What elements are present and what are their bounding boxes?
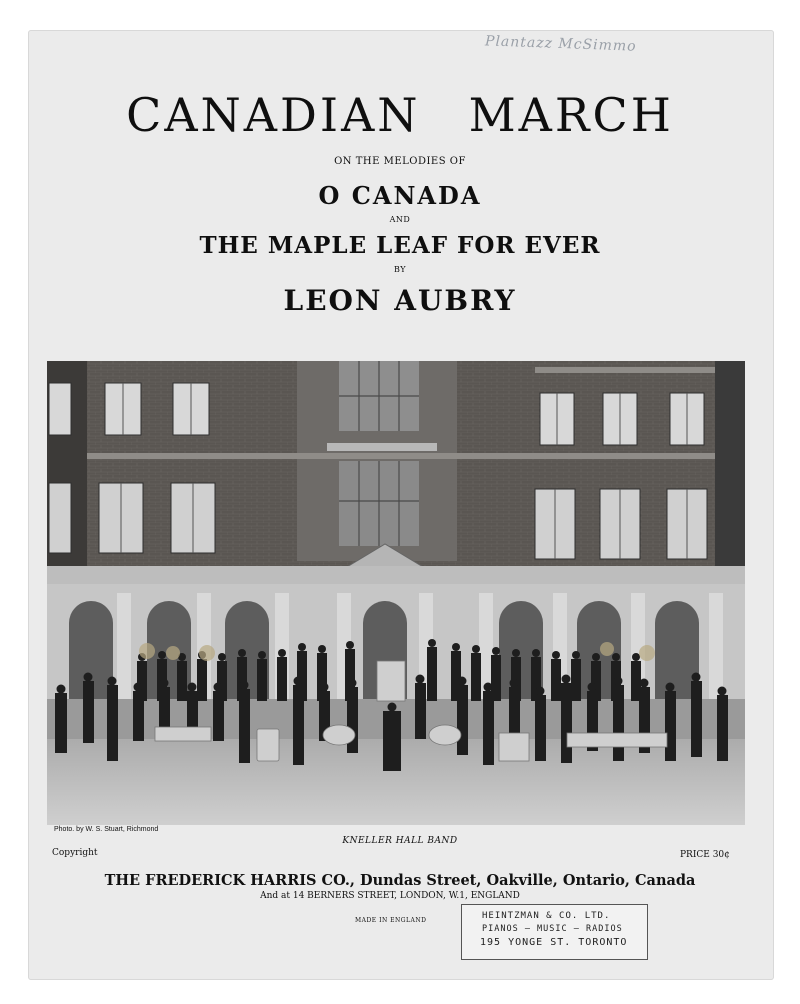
- dealer-stamp: [461, 904, 648, 960]
- title-word-canadian: CANADIAN: [126, 88, 421, 142]
- melody-o-canada: O CANADA: [318, 181, 482, 210]
- price-label: PRICE 30¢: [680, 850, 730, 860]
- dealer-stamp-address: 195 YONGE ST. TORONTO: [480, 937, 628, 948]
- by-label: BY: [393, 265, 407, 274]
- photo-credit: Photo. by W. S. Stuart, Richmond: [54, 826, 159, 833]
- copyright-label: Copyright: [52, 848, 98, 858]
- handwritten-signature: Plantazz McSimmo: [484, 33, 637, 55]
- dealer-stamp-name: HEINTZMAN & CO. LTD.: [482, 911, 611, 921]
- publisher-address: And at 14 BERNERS STREET, LONDON, W.1, ENGLAND: [260, 891, 520, 901]
- title-word-march: MARCH: [468, 88, 674, 142]
- and-label: AND: [389, 215, 411, 224]
- band-photograph-image: [47, 361, 745, 825]
- band-photograph: [47, 361, 745, 825]
- subtitle: ON THE MELODIES OF: [334, 156, 466, 167]
- publisher-line: THE FREDERICK HARRIS CO., Dundas Street, Oakville, Ontario, Canada: [104, 872, 696, 889]
- melody-maple-leaf: THE MAPLE LEAF FOR EVER: [199, 232, 601, 259]
- photo-caption: KNELLER HALL BAND: [342, 836, 458, 846]
- made-in-label: MADE IN ENGLAND: [355, 917, 427, 924]
- composer-name: LEON AUBRY: [283, 284, 517, 317]
- title: [0, 88, 800, 142]
- dealer-stamp-products: PIANOS — MUSIC — RADIOS: [482, 924, 623, 934]
